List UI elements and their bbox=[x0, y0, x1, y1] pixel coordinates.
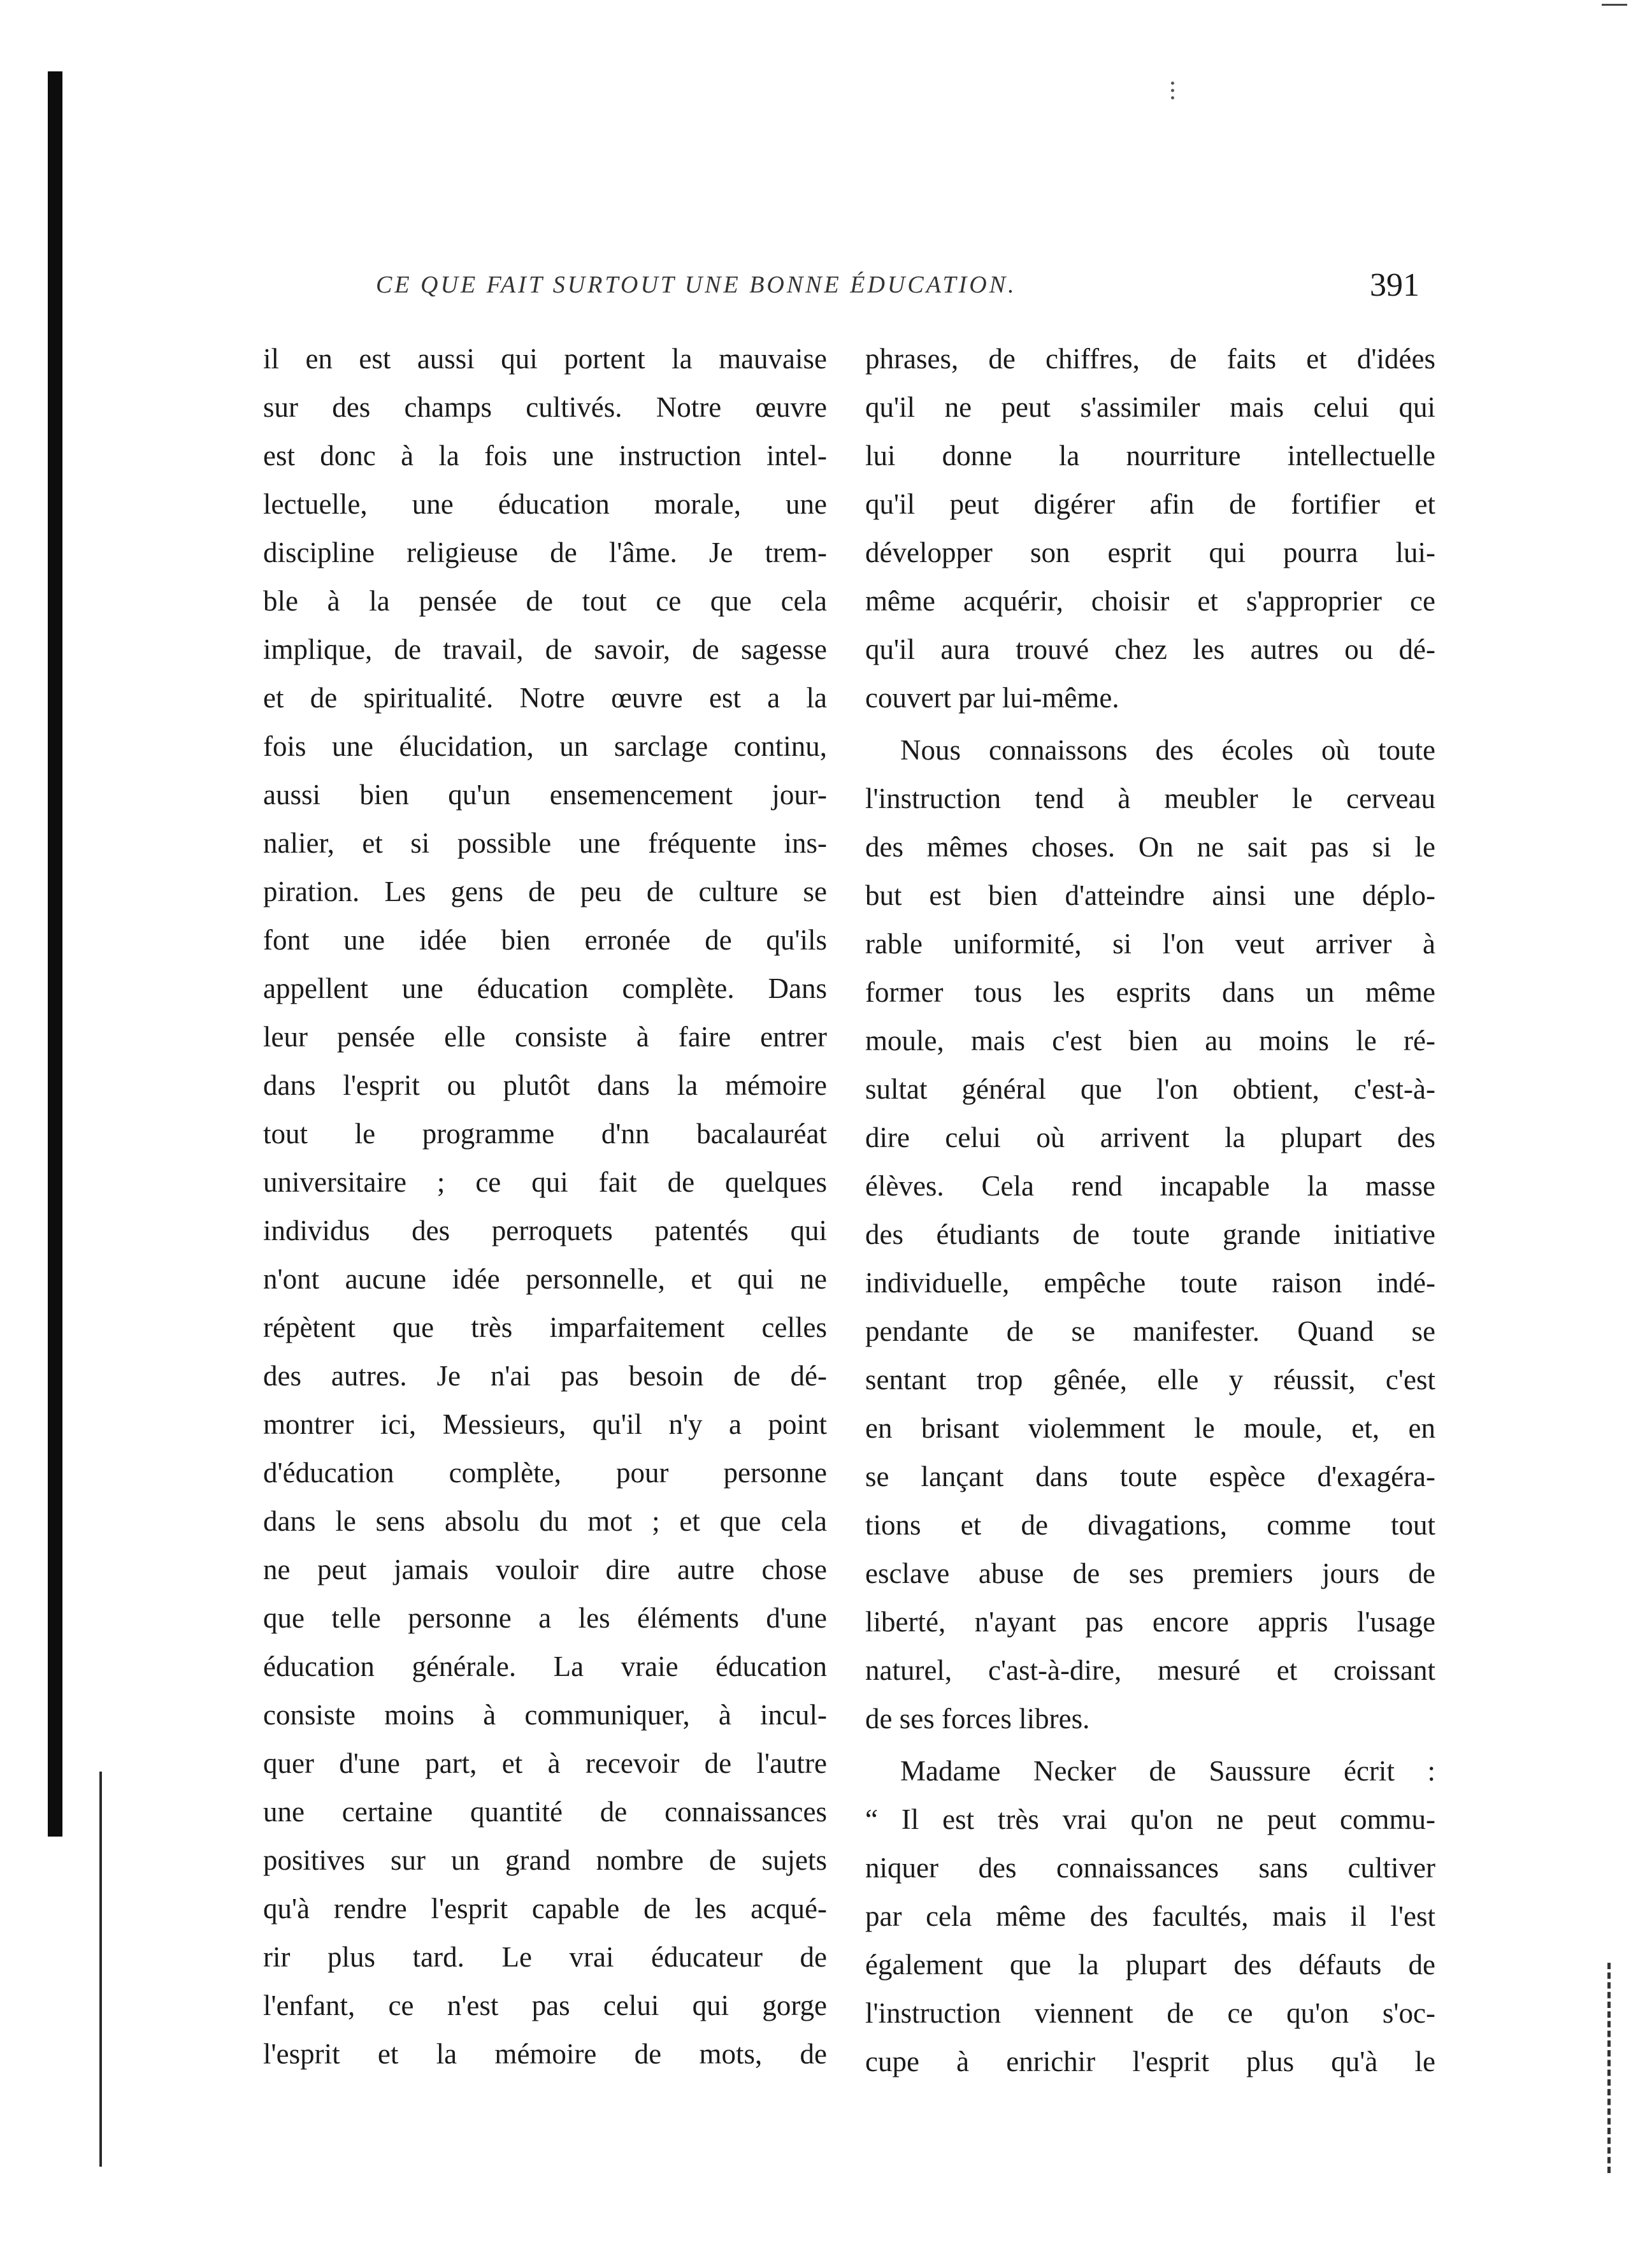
text-line: qu'il ne peut s'assimiler mais celui qui bbox=[865, 391, 1435, 423]
text-line: cupe à enrichir l'esprit plus qu'à le bbox=[865, 2046, 1435, 2077]
text-line: sur des champs cultivés. Notre œuvre bbox=[263, 391, 827, 423]
text-line: nalier, et si possible une fréquente ins- bbox=[263, 827, 827, 859]
text-line: est donc à la fois une instruction intel- bbox=[263, 440, 827, 472]
text-line: également que la plupart des défauts de bbox=[865, 1949, 1435, 1981]
text-line: individus des perroquets patentés qui bbox=[263, 1215, 827, 1246]
text-line: et de spiritualité. Notre œuvre est a la bbox=[263, 682, 827, 714]
text-line: former tous les esprits dans un même bbox=[865, 976, 1435, 1008]
text-line: dans le sens absolu du mot ; et que cela bbox=[263, 1505, 827, 1537]
text-line: Madame Necker de Saussure écrit : bbox=[900, 1755, 1435, 1787]
text-line: couvert par lui-même. bbox=[865, 682, 1119, 714]
text-line: niquer des connaissances sans cultiver bbox=[865, 1852, 1435, 1884]
text-line: phrases, de chiffres, de faits et d'idées bbox=[865, 343, 1435, 375]
text-line: une certaine quantité de connaissances bbox=[263, 1796, 827, 1828]
text-line: par cela même des facultés, mais il l'est bbox=[865, 1900, 1435, 1932]
text-line: des étudiants de toute grande initiative bbox=[865, 1218, 1435, 1250]
running-head: CE QUE FAIT SURTOUT UNE BONNE ÉDUCATION. bbox=[376, 271, 1017, 298]
text-line: que telle personne a les éléments d'une bbox=[263, 1602, 827, 1634]
text-line: positives sur un grand nombre de sujets bbox=[263, 1844, 827, 1876]
text-line: il en est aussi qui portent la mauvaise bbox=[263, 343, 827, 375]
text-line: des autres. Je n'ai pas besoin de dé- bbox=[263, 1360, 827, 1392]
text-line: naturel, c'ast-à-dire, mesuré et croissant bbox=[865, 1654, 1435, 1686]
text-line: se lançant dans toute espèce d'exagéra- bbox=[865, 1461, 1435, 1492]
text-line: l'esprit et la mémoire de mots, de bbox=[263, 2038, 827, 2070]
text-line: but est bien d'atteindre ainsi une déplo- bbox=[865, 879, 1435, 911]
text-line: dire celui où arrivent la plupart des bbox=[865, 1122, 1435, 1153]
text-line: “ Il est très vrai qu'on ne peut commu- bbox=[865, 1803, 1435, 1835]
text-line: élèves. Cela rend incapable la masse bbox=[865, 1170, 1435, 1202]
text-line: tions et de divagations, comme tout bbox=[865, 1509, 1435, 1541]
text-line: de ses forces libres. bbox=[865, 1703, 1090, 1735]
text-line: appellent une éducation complète. Dans bbox=[263, 972, 827, 1004]
text-line: montrer ici, Messieurs, qu'il n'y a point bbox=[263, 1408, 827, 1440]
text-line: l'instruction tend à meubler le cerveau bbox=[865, 783, 1435, 814]
text-line: n'ont aucune idée personnelle, et qui ne bbox=[263, 1263, 827, 1295]
text-line: même acquérir, choisir et s'approprier ce bbox=[865, 585, 1435, 617]
text-line: développer son esprit qui pourra lui- bbox=[865, 537, 1435, 568]
text-line: ne peut jamais vouloir dire autre chose bbox=[263, 1554, 827, 1585]
text-line: leur pensée elle consiste à faire entrer bbox=[263, 1021, 827, 1053]
text-line: en brisant violemment le moule, et, en bbox=[865, 1412, 1435, 1444]
binding-shadow bbox=[48, 71, 62, 1837]
left-column-paragraph bbox=[263, 335, 827, 2078]
right-column-paragraph-3 bbox=[865, 1747, 1435, 2086]
text-line: Nous connaissons des écoles où toute bbox=[900, 734, 1435, 766]
text-line: dans l'esprit ou plutôt dans la mémoire bbox=[263, 1069, 827, 1101]
binding-edge-line bbox=[99, 1772, 102, 2167]
text-line: ble à la pensée de tout ce que cela bbox=[263, 585, 827, 617]
text-line: esclave abuse de ses premiers jours de bbox=[865, 1557, 1435, 1589]
text-line: font une idée bien erronée de qu'ils bbox=[263, 924, 827, 956]
text-line: qu'à rendre l'esprit capable de les acqué- bbox=[263, 1893, 827, 1925]
corner-scan-mark bbox=[1602, 4, 1627, 6]
text-line: sultat général que l'on obtient, c'est-à- bbox=[865, 1073, 1435, 1105]
text-line: lectuelle, une éducation morale, une bbox=[263, 488, 827, 520]
text-line: fois une élucidation, un sarclage continu, bbox=[263, 730, 827, 762]
page-number: 391 bbox=[1370, 267, 1419, 303]
text-line: des mêmes choses. On ne sait pas si le bbox=[865, 831, 1435, 863]
right-column bbox=[865, 335, 1435, 2086]
text-line: qu'il peut digérer afin de fortifier et bbox=[865, 488, 1435, 520]
text-line: qu'il aura trouvé chez les autres ou dé- bbox=[865, 633, 1435, 665]
text-line: rable uniformité, si l'on veut arriver à bbox=[865, 928, 1435, 960]
text-line: individuelle, empêche toute raison indé- bbox=[865, 1267, 1435, 1299]
text-line: sentant trop gênée, elle y réussit, c'est bbox=[865, 1364, 1435, 1396]
text-line: pendante de se manifester. Quand se bbox=[865, 1315, 1435, 1347]
text-line: lui donne la nourriture intellectuelle bbox=[865, 440, 1435, 472]
text-line: quer d'une part, et à recevoir de l'autre bbox=[263, 1747, 827, 1779]
text-line: piration. Les gens de peu de culture se bbox=[263, 876, 827, 907]
text-line: consiste moins à communiquer, à incul- bbox=[263, 1699, 827, 1731]
text-line: d'éducation complète, pour personne bbox=[263, 1457, 827, 1489]
scan-speck bbox=[1171, 82, 1177, 99]
text-line: liberté, n'ayant pas encore appris l'usage bbox=[865, 1606, 1435, 1638]
text-line: répètent que très imparfaitement celles bbox=[263, 1311, 827, 1343]
text-line: moule, mais c'est bien au moins le ré- bbox=[865, 1025, 1435, 1057]
text-line: l'enfant, ce n'est pas celui qui gorge bbox=[263, 1990, 827, 2021]
text-line: éducation générale. La vraie éducation bbox=[263, 1650, 827, 1682]
left-column bbox=[263, 335, 827, 2078]
text-line: rir plus tard. Le vrai éducateur de bbox=[263, 1941, 827, 1973]
text-line: discipline religieuse de l'âme. Je trem- bbox=[263, 537, 827, 568]
right-column-paragraph-1 bbox=[865, 335, 1435, 722]
text-line: l'instruction viennent de ce qu'on s'oc- bbox=[865, 1997, 1435, 2029]
text-line: tout le programme d'nn bacalauréat bbox=[263, 1118, 827, 1150]
page-edge-mark bbox=[1607, 1963, 1614, 2173]
text-line: universitaire ; ce qui fait de quelques bbox=[263, 1166, 827, 1198]
text-line: implique, de travail, de savoir, de sagesse bbox=[263, 633, 827, 665]
text-line: aussi bien qu'un ensemencement jour- bbox=[263, 779, 827, 811]
right-column-paragraph-2 bbox=[865, 726, 1435, 1743]
